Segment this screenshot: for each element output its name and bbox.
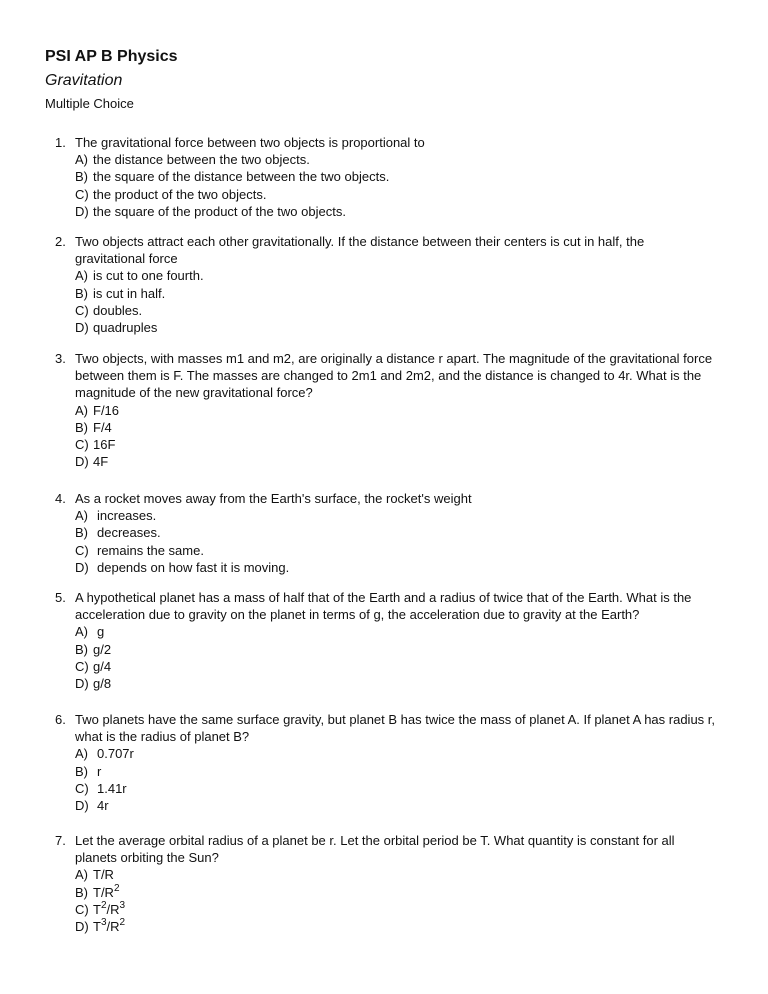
question-text: Two objects attract each other gravitationally. If the distance between their centers is cut in half, the gravitational force <box>75 234 645 267</box>
choice-a: A) the distance between the two objects. <box>75 152 310 168</box>
question-5 <box>55 589 715 692</box>
choice-c: C) remains the same. <box>75 542 204 558</box>
choice-d: D) g/8 <box>75 676 112 692</box>
course-title: PSI AP B Physics <box>45 48 178 65</box>
choice-b: B) T/R 2 <box>75 882 120 900</box>
question-text-line-2: between them is F. The masses are changed to 2m1 and 2m2, and the distance is changed to 4r. What is the <box>75 368 702 384</box>
question-number: 4. <box>55 491 66 506</box>
choice-a: A) 0.707r <box>75 746 134 762</box>
choice-a: A) T/R <box>75 867 114 883</box>
question-number: 7. <box>55 833 66 848</box>
question-text: The gravitational force between two objects is proportional to <box>75 135 425 150</box>
choice-d: D) quadruples <box>75 320 158 336</box>
question-3 <box>55 350 715 470</box>
choice-b: B) F/4 <box>75 419 112 435</box>
choice-b: B) r <box>75 763 102 779</box>
question-text: Two planets have the same surface gravity, but planet B has twice the mass of planet A. If planet A has radius r, what is the radius of planet B? <box>75 712 716 745</box>
question-number: 5. <box>55 590 66 605</box>
question-text: A hypothetical planet has a mass of half that of the Earth and a radius of twice that of the Earth. What is the acceleration due to gravity on the planet in terms of g, the acceleration due to gravity at the Earth? <box>75 590 692 623</box>
choice-c: C) g/4 <box>75 658 112 674</box>
question-number: 1. <box>55 135 66 150</box>
choice-c: C) the product of the two objects. <box>75 186 267 202</box>
choice-d: D) 4F <box>75 454 109 470</box>
choice-b: B) g/2 <box>75 641 112 657</box>
question-text: Let the average orbital radius of a planet be r. Let the orbital period be T. What quantity is constant for all planets orbiting the Sun? <box>75 833 675 866</box>
question-1 <box>55 134 715 220</box>
question-number: 2. <box>55 234 66 249</box>
choice-a: A) g <box>75 624 105 640</box>
choice-a: A) increases. <box>75 508 157 524</box>
question-number: 6. <box>55 712 66 727</box>
choice-d: D) T 3 /R 2 <box>75 917 126 935</box>
choice-d: D) depends on how fast it is moving. <box>75 559 290 575</box>
question-7 <box>55 832 715 935</box>
choice-a: A) is cut to one fourth. <box>75 268 204 284</box>
choice-d: D) 4r <box>75 798 109 814</box>
question-text-line-3: magnitude of the new gravitational force? <box>75 385 313 401</box>
choice-b: B) the square of the distance between the two objects. <box>75 169 390 185</box>
document-header <box>45 46 178 114</box>
choice-b: B) is cut in half. <box>75 285 166 301</box>
choice-d: D) the square of the product of the two objects. <box>75 203 346 219</box>
question-text-line-1: Two objects, with masses m1 and m2, are originally a distance r apart. The magnitude of the gravitational force <box>75 351 713 366</box>
choice-c: C) 16F <box>75 437 116 453</box>
section-label: Multiple Choice <box>45 96 134 111</box>
choice-b: B) decreases. <box>75 525 161 541</box>
choice-c: C) doubles. <box>75 302 143 318</box>
question-2 <box>55 233 715 336</box>
choice-c: C) T 2 /R 3 <box>75 899 126 917</box>
choice-a: A) F/16 <box>75 402 120 418</box>
question-text: As a rocket moves away from the Earth's surface, the rocket's weight <box>75 491 472 506</box>
question-6 <box>55 711 715 814</box>
question-number: 3. <box>55 351 66 366</box>
question-4 <box>55 490 715 576</box>
choice-c: C) 1.41r <box>75 780 127 796</box>
unit-title: Gravitation <box>45 72 123 89</box>
